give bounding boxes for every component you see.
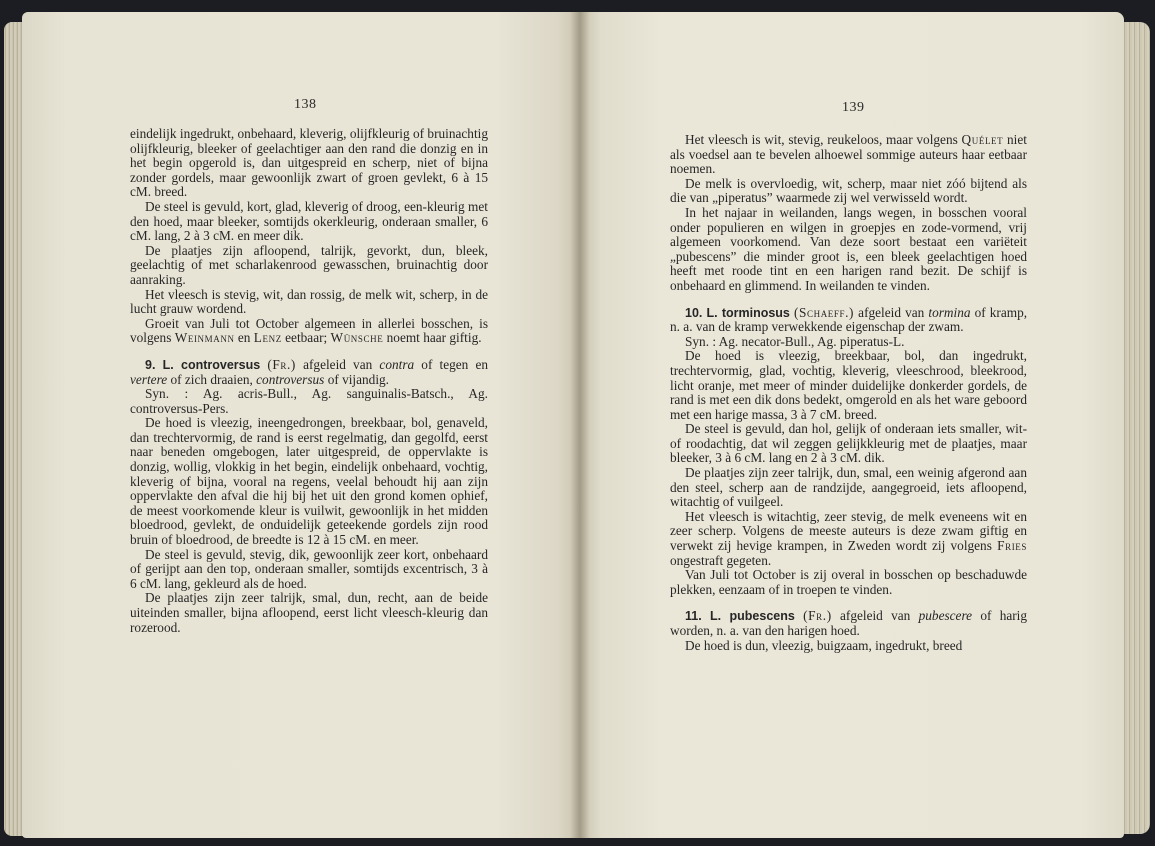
paragraph: De steel is gevuld, stevig, dik, gewoonlijk zeer kort, onbehaard of gerijpt aan den top, onderaan smaller, somtijds excentrisch, 3 à 6 cM. lang, gekleurd als de hoed.: [130, 546, 488, 591]
paragraph: De plaatjes zijn zeer talrijk, dun, smal, een weinig afgerond aan den steel, scherp aan de randzijde, aangegroeid, iets afloopend, witachtig of vuilgeel.: [670, 465, 1027, 510]
paragraph: De plaatjes zijn zeer talrijk, smal, dun, recht, aan de beide uiteinden smaller, bijna afloopend, eerst licht vleesch-kleurig dan rozerood.: [130, 590, 488, 635]
right-page-edges: [1122, 22, 1150, 834]
right-text-column: [670, 133, 1027, 653]
paragraph: eindelijk ingedrukt, onbehaard, kleverig, olijfkleurig of bruinachtig olijfkleurig, bleeker of geelachtiger aan den rand die donzig en in het begin opgerold is, dan uitgespreid en scherp, niet of bijna zonder gordels, maar gewoonlijk zwart of groen gevlekt, 6 à 15 cM. breed.: [130, 126, 488, 200]
paragraph: Het vleesch is stevig, wit, dan rossig, de melk wit, scherp, in de lucht grauw wordend.: [130, 286, 488, 317]
species-name: L. torminosus: [706, 305, 790, 320]
book-gutter: [570, 12, 590, 838]
paragraph: De hoed is vleezig, ineengedrongen, breekbaar, bol, genaveld, dan trechtervormig, de rand is eerst regelmatig, dan gegolfd, eerst naar beneden omgebogen, later uitgespreid, de oppervlakte is donzig, wollig, vlokkig in het begin, eindelijk onbehaard, vochtig, kleverig of bijna, vooral na regens, veelal behoudt hij aan zijn oppervlakte den afval die hij bij het uit den grond komen ophief, de meest voorkomende kleur is vuilwit, gewoonlijk in het midden bloedrood, gevlekt, de onduidelijk geteekende gordels zijn rood bruin of bloedrood, de breedte is 12 à 15 cM. en meer.: [130, 415, 488, 548]
paragraph: De steel is gevuld, dan hol, gelijk of onderaan iets smaller, wit- of roodachtig, dat wil zeggen gelijkkleurig met de plaatjes, maar bleeker, 3 à 6 cM. lang en 2 à 3 cM. dik.: [670, 421, 1027, 466]
paragraph: Syn. : Ag. acris-Bull., Ag. sanguinalis-Batsch., Ag. controversus-Pers.: [130, 386, 488, 416]
section-heading-11: 11. L. pubescens (Fr.) afgeleid van pubescere of harig worden, n. a. van den harigen hoed.: [670, 608, 1028, 638]
species-name: L. pubescens: [709, 609, 795, 624]
left-text-column: [130, 127, 488, 635]
section-heading-10: 10. L. torminosus (Schaeff.) afgeleid van tormina of kramp, n. a. van de kramp verwekkende eigenschap der zwam.: [670, 304, 1028, 335]
paragraph: De hoed is vleezig, breekbaar, bol, dan ingedrukt, trechtervormig, glad, vochtig, kleverig, vleeschrood, bleekrood, licht oranje, met meer of minder duidelijke donkerder gordels, de rand is met een dik dons bedekt, omgerold en als het ware geboord met een harige massa, 3 à 7 cM. breed.: [670, 348, 1027, 422]
paragraph-fries: Het vleesch is witachtig, zeer stevig, de melk eveneens wit en zeer scherp. Volgens de meeste auteurs is deze zwam giftig en verwekt zij hevige krampen, in Zweden wordt zij volgens Fries ongestraft gegeten.: [670, 508, 1028, 568]
paragraph: In het najaar in weilanden, langs wegen, in bosschen vooral onder populieren en wilgen in groepjes en zode-vormend, vrij algemeen voorkomend. Van deze soort bestaat een variëteit „pubescens” die minder groot is, een bleek geelachtigen hoed heeft met roode tint en een harigen rand bezit. De schijf is onbehaard en glimmend. In weilanden te vinden.: [670, 204, 1027, 293]
page-number-left: 138: [294, 97, 317, 112]
paragraph-groeit: Groeit van Juli tot October algemeen in allerlei bosschen, is volgens Weinmann en Lenz eetbaar; Wünsche noemt haar giftig.: [130, 315, 488, 346]
page-number-right: 139: [842, 100, 865, 115]
paragraph: De melk is overvloedig, wit, scherp, maar niet zóó bijtend als die van „piperatus” waarmede zij wel verwisseld wordt.: [670, 175, 1027, 206]
paragraph: De plaatjes zijn afloopend, talrijk, gevorkt, dun, bleek, geelachtig of met scharlakenrood gewasschen, bruinachtig door aanraking.: [130, 242, 488, 287]
section-heading-9: 9. L. controversus (Fr.) afgeleid van contra of tegen en vertere of zich draaien, controversus of vijandig.: [130, 356, 489, 387]
paragraph-vleesch: Het vleesch is wit, stevig, reukeloos, maar volgens Quélet niet als voedsel aan te bevelen alhoewel sommige auteurs haar eetbaar noemen.: [670, 132, 1027, 177]
paragraph: De steel is gevuld, kort, glad, kleverig of droog, een-kleurig met den hoed, maar bleeker, somtijds okerkleurig, onderaan smaller, 6 cM. lang, 2 à 3 cM. en meer dik.: [130, 198, 488, 244]
paragraph: De hoed is dun, vleezig, buigzaam, ingedrukt, breed: [685, 637, 963, 653]
paragraph: Syn. : Ag. necator-Bull., Ag. piperatus-L.: [685, 333, 905, 349]
species-name: L. controversus: [162, 357, 261, 372]
paragraph: Van Juli tot October is zij overal in bosschen op beschaduwde plekken, eenzaam of in troepen te vinden.: [670, 567, 1027, 597]
